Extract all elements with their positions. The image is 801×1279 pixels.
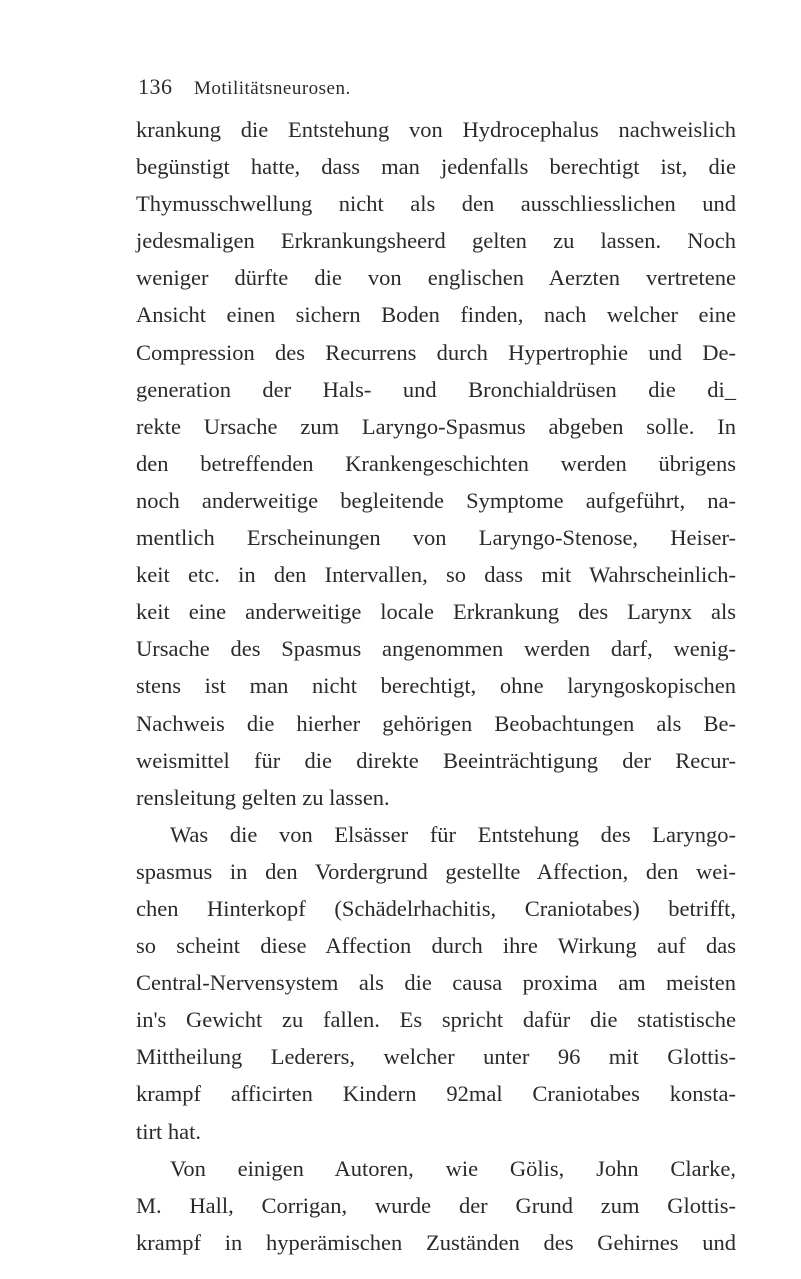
text-line: krampf in hyperämischen Zuständen des Gehirnes und [136,1229,736,1255]
running-title: Motilitätsneurosen. [194,78,351,99]
text-line: keit etc. in den Intervallen, so dass mit Wahrscheinlich- [136,562,736,588]
running-head [138,74,351,100]
text-line: chen Hinterkopf (Schädelrhachitis, Craniotabes) betrifft, [136,895,736,921]
text-line: Nachweis die hierher gehörigen Beobachtungen als Be- [136,710,736,736]
text-line: M. Hall, Corrigan, wurde der Grund zum Glottis- [136,1192,736,1218]
text-line: so scheint diese Affection durch ihre Wirkung auf das [136,933,736,959]
text-line: Compression des Recurrens durch Hypertrophie und De- [136,339,736,365]
text-line: Ursache des Spasmus angenommen werden darf, wenig- [136,636,736,662]
text-line: Was die von Elsässer für Entstehung des Laryngo- [170,821,736,847]
text-line: krampf afficirten Kindern 92mal Craniotabes konsta- [136,1081,736,1107]
text-line: Thymusschwellung nicht als den ausschliesslichen und [136,191,736,217]
text-line: keit eine anderweitige locale Erkrankung des Larynx als [136,599,736,625]
text-line: Ansicht einen sichern Boden finden, nach welcher eine [136,302,736,328]
text-line: generation der Hals- und Bronchialdrüsen die di_ [136,376,736,402]
text-line: rekte Ursache zum Laryngo-Spasmus abgeben solle. In [136,413,736,439]
text-line: tirt hat. [136,1118,201,1144]
text-line: Mittheilung Lederers, welcher unter 96 mit Glottis- [136,1044,736,1070]
text-line: Central-Nervensystem als die causa proxima am meisten [136,970,736,996]
text-line: mentlich Erscheinungen von Laryngo-Stenose, Heiser- [136,525,736,551]
text-line: krankung die Entstehung von Hydrocephalus nachweislich [136,117,736,142]
text-line: spasmus in den Vordergrund gestellte Affection, den wei- [136,858,736,884]
text-line: noch anderweitige begleitende Symptome aufgeführt, na- [136,487,736,513]
text-line: stens ist man nicht berechtigt, ohne laryngoskopischen [136,673,736,699]
text-line: weismittel für die direkte Beeinträchtigung der Recur- [136,747,736,773]
page-number: 136 [138,74,173,99]
text-line: begünstigt hatte, dass man jedenfalls berechtigt ist, die [136,154,736,180]
text-line: den betreffenden Krankengeschichten werden übrigens [136,450,736,476]
body-text [136,111,736,1261]
text-line: in's Gewicht zu fallen. Es spricht dafür die statistische [136,1007,736,1033]
text-line: rensleitung gelten zu lassen. [136,784,390,810]
text-line: weniger dürfte die von englischen Aerzten vertretene [136,265,736,291]
text-line: jedesmaligen Erkrankungsheerd gelten zu lassen. Noch [136,228,736,254]
text-line: Von einigen Autoren, wie Gölis, John Clarke, [170,1155,736,1181]
